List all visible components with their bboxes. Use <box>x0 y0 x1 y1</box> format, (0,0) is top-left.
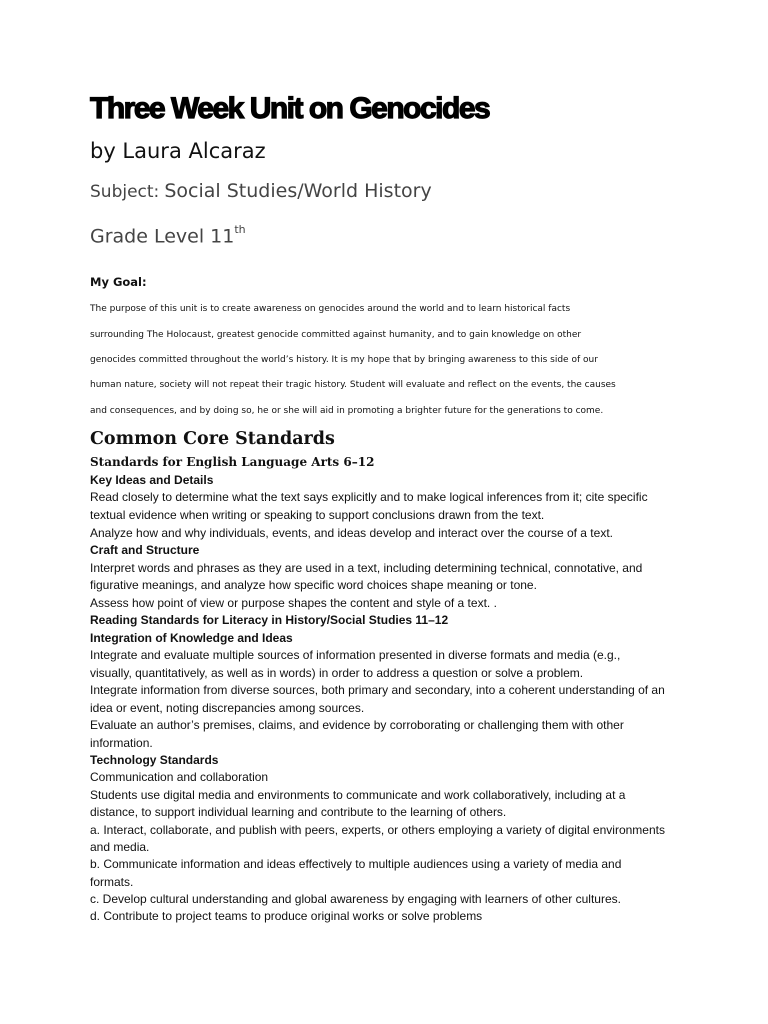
goal-line: genocides committed throughout the world’s history. It is my hope that by bringing awareness to this side of our <box>90 355 598 365</box>
common-core-heading: Common Core Standards <box>90 429 335 449</box>
standard-line: Integrate information from diverse sources, both primary and secondary, into a coherent understanding of an <box>90 683 665 697</box>
goal-line: surrounding The Holocaust, greatest genocide committed against humanity, and to gain knowledge on other <box>90 330 582 340</box>
standard-line: b. Communicate information and ideas effectively to multiple audiences using a variety of media and <box>90 857 622 871</box>
grade-text: Grade Level 11 <box>90 225 235 248</box>
standard-line: figurative meanings, and analyze how specific word choices shape meaning or tone. <box>90 578 537 592</box>
goal-line: and consequences, and by doing so, he or she will aid in promoting a brighter future for the generations to come. <box>90 406 604 416</box>
goal-line: human nature, society will not repeat their tragic history. Student will evaluate and reflect on the events, the causes <box>90 380 616 390</box>
standard-line: and media. <box>90 840 150 854</box>
standard-line: Analyze how and why individuals, events, and ideas develop and interact over the course of a text. <box>90 526 613 540</box>
standard-line: Students use digital media and environments to communicate and work collaboratively, including at a <box>90 788 626 802</box>
standard-line: textual evidence when writing or speaking to support conclusions drawn from the text. <box>90 508 545 522</box>
reading-standards-heading: Reading Standards for Literacy in History/Social Studies 11–12 <box>90 613 449 627</box>
subject-value: Social Studies/World History <box>164 180 432 202</box>
standard-line: Integrate and evaluate multiple sources of information presented in diverse formats and media (e.g., <box>90 648 621 662</box>
grade-line <box>90 225 246 247</box>
standard-line: idea or event, noting discrepancies among sources. <box>90 701 365 715</box>
subject-line <box>90 180 432 202</box>
grade-suffix: th <box>234 223 246 236</box>
standard-line: Assess how point of view or purpose shapes the content and style of a text. . <box>90 596 497 610</box>
standard-line: a. Interact, collaborate, and publish with peers, experts, or others employing a variety of digital environments <box>90 823 665 837</box>
standard-line: visually, quantitatively, as well as in words) in order to address a question or solve a problem. <box>90 666 584 680</box>
integration-heading: Integration of Knowledge and Ideas <box>90 631 293 645</box>
document-title: Three Week Unit on Genocides <box>90 92 490 125</box>
goal-heading: My Goal: <box>90 275 147 289</box>
goal-line: The purpose of this unit is to create awareness on genocides around the world and to learn historical facts <box>90 304 571 314</box>
standard-line: c. Develop cultural understanding and global awareness by engaging with learners of other cultures. <box>90 892 621 906</box>
key-ideas-heading: Key Ideas and Details <box>90 473 214 487</box>
standard-line: d. Contribute to project teams to produce original works or solve problems <box>90 909 483 923</box>
ela-standards-heading: Standards for English Language Arts 6–12 <box>90 455 375 469</box>
standard-line: Read closely to determine what the text says explicitly and to make logical inferences from it; cite specific <box>90 490 648 504</box>
subject-label: Subject: <box>90 182 160 202</box>
standard-line: Evaluate an author’s premises, claims, and evidence by corroborating or challenging them with other <box>90 718 624 732</box>
craft-heading: Craft and Structure <box>90 543 200 557</box>
standard-line: Communication and collaboration <box>90 770 269 784</box>
author-line: by Laura Alcaraz <box>90 139 266 163</box>
standard-line: distance, to support individual learning and contribute to the learning of others. <box>90 805 507 819</box>
technology-standards-heading: Technology Standards <box>90 753 219 767</box>
standard-line: formats. <box>90 875 134 889</box>
standard-line: Interpret words and phrases as they are used in a text, including determining technical, connotative, and <box>90 561 643 575</box>
standard-line: information. <box>90 736 153 750</box>
